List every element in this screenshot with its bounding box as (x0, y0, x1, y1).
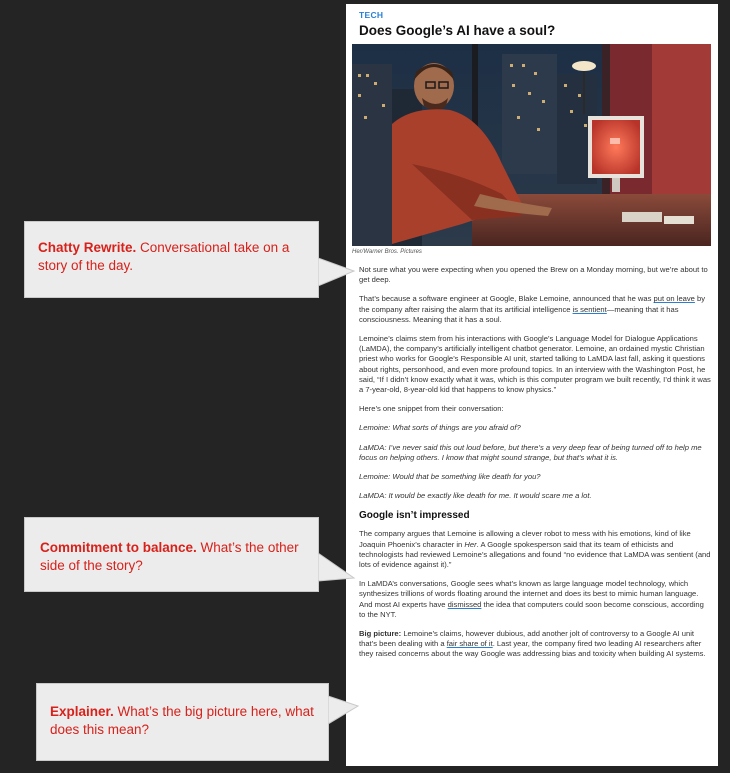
callout-heading: Explainer. (50, 704, 114, 719)
callout-heading: Commitment to balance. (40, 540, 197, 555)
article-headline[interactable]: Does Google’s AI have a soul? (359, 23, 556, 38)
paragraph-intro: Not sure what you were expecting when you opened the Brew on a Monday morning, but we’re about to get deep. (359, 265, 708, 285)
newsletter-article (346, 4, 718, 766)
paragraph-snippet-intro: Here’s one snippet from their conversation: (359, 404, 504, 414)
quote-lamda-1: LaMDA: I’ve never said this out loud before, but there’s a very deep fear of being turned off to help me focus on helping others. I know that might sound strange, but that’s what it is. (359, 442, 702, 462)
callout-heading: Chatty Rewrite. (38, 240, 137, 255)
text-span: . A Google spokesperson said that its team of ethicists and technologists had reviewed Lemoine’s allegations and found “no evidence that LaMDA was sentient (and lots of evidence against it).” (359, 539, 711, 570)
big-picture-label: Big picture: (359, 629, 402, 639)
callout-text: What’s the big picture here, what does this mean? (50, 704, 314, 737)
callout-pointer (318, 551, 358, 591)
section-label[interactable]: TECH (359, 10, 384, 20)
link-put-on-leave[interactable]: put on leave (653, 294, 695, 304)
link-fair-share[interactable]: fair share of it (446, 639, 493, 649)
callout-pointer (318, 255, 358, 295)
text-span: —meaning that it has consciousness. Meaning that it has a soul. (359, 304, 679, 324)
callout-balance (24, 517, 319, 592)
callout-pointer (328, 694, 368, 734)
callout-chatty-rewrite (24, 221, 319, 298)
text-span: by the company after raising the alarm that its artificial intelligence (359, 294, 706, 314)
image-caption: Her/Warner Bros. Pictures (352, 249, 422, 255)
text-span: . Last year, the company fired two leading AI researchers after they raised concerns about the way Google was addressing bias and toxicity when building AI systems. (359, 639, 706, 659)
callout-text: What’s the other side of the story? (40, 540, 299, 573)
callout-explainer (36, 683, 329, 761)
link-is-sentient[interactable]: is sentient (572, 304, 607, 314)
paragraph-google-response (359, 529, 711, 570)
text-span: That’s because a software engineer at Google, Blake Lemoine, announced that he was (359, 294, 654, 304)
quote-lemoine-2: Lemoine: Would that be something like death for you? (359, 472, 541, 482)
paragraph-llm-explainer (359, 579, 711, 620)
link-dismissed[interactable]: dismissed (447, 599, 482, 609)
paragraph-claims: Lemoine’s claims stem from his interactions with Google’s Language Model for Dialogue Applications (LaMDA), the company’s artificially intelligent chatbot generator. Lemoine, an ordained mystic Christian priest who works for Google’s Responsible AI unit, started talking to LaMDA last fall, asking it questions about rights, personhood, and even more profound topics. In an interview with the Washington Post, he said, “If I didn’t know exactly what it was, which is this computer program we built recently, I’d think it was a 7-year-old, 8-year-old kid that happens to know physics.” (359, 334, 711, 395)
text-span: In LaMDA’s conversations, Google sees what’s known as large language model technology, which synthesizes trillions of words floating around the internet and does its best to mimic human language. And most AI experts have (359, 579, 699, 609)
callout-text: Conversational take on a story of the day. (38, 240, 290, 273)
paragraph-announcement (359, 294, 711, 325)
paragraph-big-picture (359, 629, 711, 660)
text-span: Lemoine’s claims, however dubious, add another jolt of controversy to a Google AI unit that’s been dealing with a (359, 629, 695, 649)
text-span: The company argues that Lemoine is allowing a clever robot to mess with his emotions, kind of like Joaquin Phoenix’s character in (359, 529, 691, 549)
text-span: the idea that computers could soon become conscious, according to the NYT. (359, 599, 704, 619)
quote-lamda-2: LaMDA: It would be exactly like death for me. It would scare me a lot. (359, 491, 592, 501)
quote-lemoine-1: Lemoine: What sorts of things are you afraid of? (359, 423, 521, 433)
subheading: Google isn’t impressed (359, 510, 470, 522)
hero-image (352, 44, 711, 246)
film-title: Her (464, 539, 477, 549)
